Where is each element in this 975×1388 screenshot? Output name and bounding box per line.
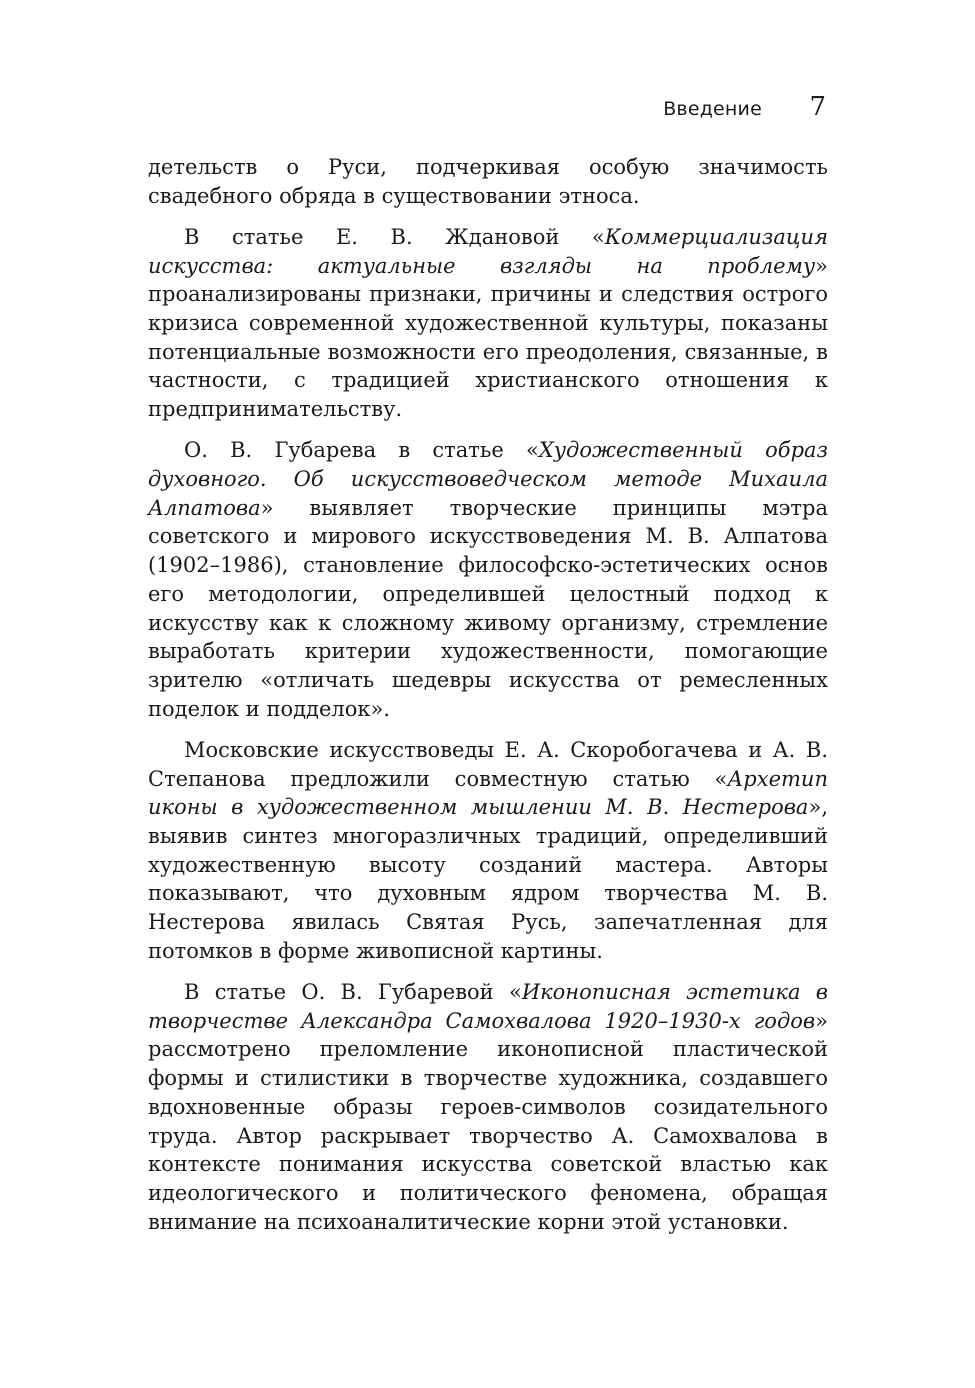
paragraph-text: » рассмотрено преломление иконописной пластической формы и стилистики в творчестве художника, создавшего вдохновенные образы героев-символов созидательного труда. Автор раскрывает творчество А. Самохвалова в контексте понимания искусства советской властью как идеологического и политического феномена, обращая внимание на психоаналитические корни этой установки. [148, 1008, 828, 1234]
paragraph-text: В статье О. В. Губаревой « [184, 979, 522, 1004]
paragraph-text: В статье Е. В. Ждановой « [184, 224, 605, 249]
paragraph-text: », выявив синтез многоразличных традиций, определивший художественную высоту созданий мастера. Авторы показывают, что духовным ядром творчества М. В. Нестерова явилась Святая Русь, запечатленная для потомков в форме живописной картины. [148, 795, 828, 963]
paragraph-5 [148, 978, 828, 1236]
body-text [148, 153, 828, 1249]
page-number: 7 [809, 92, 826, 122]
running-title: Введение [663, 98, 762, 120]
running-head [148, 94, 828, 124]
paragraph-text: » проанализированы признаки, причины и следствия острого кризиса современной художественной культуры, показаны потенциальные возможности его преодоления, связанные, в частности, с традицией христианского отношения к предпринимательству. [148, 253, 828, 422]
paragraph-text: » выявляет творческие принципы мэтра советского и мирового искусствоведения М. В. Алпатова (1902–1986), становление философско-эстетических основ его методологии, определившей целостный подход к искусству как к сложному живому организму, стремление выработать критерии художественности, помогающие зрителю «отличать шедевры искусства от ремесленных поделок и подделок». [148, 495, 828, 721]
paragraph-text: Московские искусствоведы Е. А. Скоробогачева и А. В. Степанова предложили совместную статью « [148, 737, 828, 791]
paragraph-4 [148, 736, 828, 966]
article-title: Архетип иконы в художественном мышлении М. В. Нестерова [148, 766, 828, 820]
paragraph-2 [148, 223, 828, 424]
paragraph-text: О. В. Губарева в статье « [184, 438, 539, 463]
article-title: Художественный образ духовного. Об искусствоведческом методе Михаила Алпатова [148, 438, 828, 520]
paragraph-text: детельств о Руси, подчеркивая особую значимость свадебного обряда в существовании этноса. [148, 155, 828, 208]
paragraph-1 [148, 153, 828, 210]
article-title: Иконописная эстетика в творчестве Александра Самохвалова 1920–1930-х годов [148, 979, 828, 1033]
paragraph-3 [148, 436, 828, 723]
article-title: Коммерциализация искусства: актуальные взгляды на проблему [148, 224, 828, 278]
